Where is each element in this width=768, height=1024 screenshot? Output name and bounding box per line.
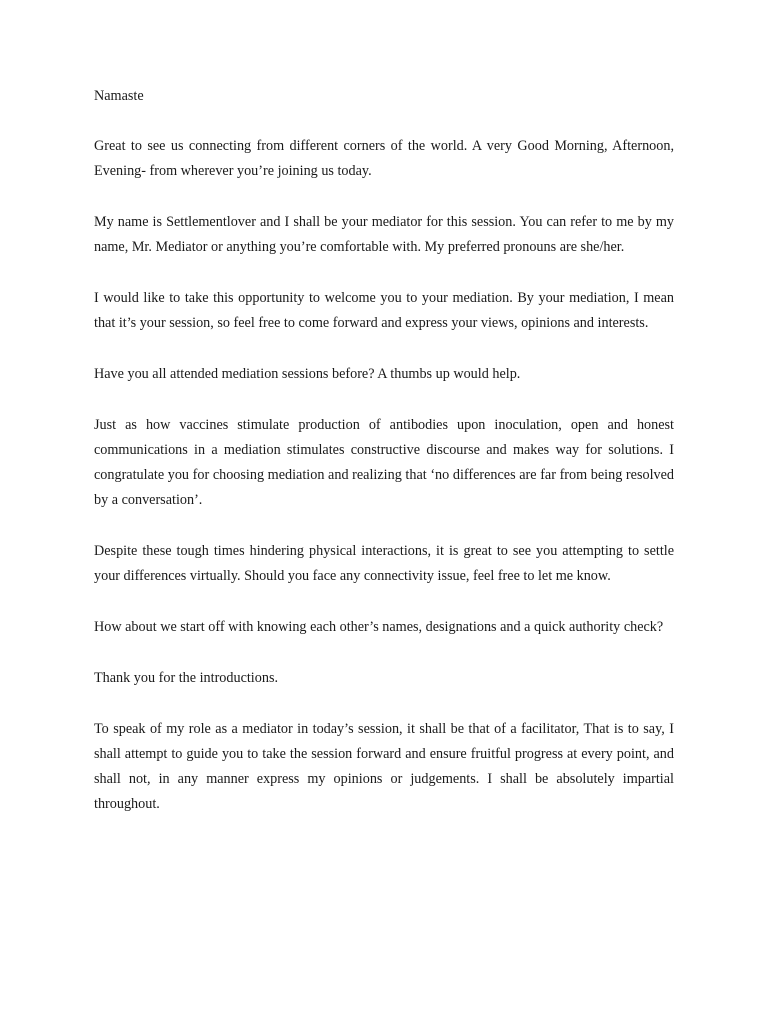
paragraph-introduction: My name is Settlementlover and I shall be your mediator for this session. You can refer to me by my name, Mr. Mediator or anything you’re comfortable with. My preferred pronouns are she/her. xyxy=(94,214,674,255)
paragraph-prior-sessions: Have you all attended mediation sessions before? A thumbs up would help. xyxy=(94,366,521,382)
paragraph-mediator-role: To speak of my role as a mediator in today’s session, it shall be that of a facilitator, That is to say, I shall attempt to guide you to take the session forward and ensure fruitful progress at every point, and shall not, in any manner express my opinions or judgements. I shall be absolutely impartial throughout. xyxy=(94,721,674,812)
paragraph-thanks: Thank you for the introductions. xyxy=(94,670,279,686)
paragraph-introductions-request: How about we start off with knowing each other’s names, designations and a quick authority check? xyxy=(94,619,664,635)
greeting: Namaste xyxy=(94,88,144,104)
paragraph-welcome: Great to see us connecting from different corners of the world. A very Good Morning, Afternoon, Evening- from wherever you’re joining us today. xyxy=(94,138,674,179)
paragraph-virtual-settlement: Despite these tough times hindering physical interactions, it is great to see you attempting to settle your differences virtually. Should you face any connectivity issue, feel free to let me know. xyxy=(94,543,674,584)
paragraph-vaccine-analogy: Just as how vaccines stimulate production of antibodies upon inoculation, open and honest communications in a mediation stimulates constructive discourse and makes way for solutions. I congratulate you for choosing mediation and realizing that ‘no differences are far from being resolved by a conversation’. xyxy=(94,417,674,508)
paragraph-your-mediation: I would like to take this opportunity to welcome you to your mediation. By your mediation, I mean that it’s your session, so feel free to come forward and express your views, opinions and interests. xyxy=(94,290,674,331)
document-page xyxy=(94,84,674,843)
